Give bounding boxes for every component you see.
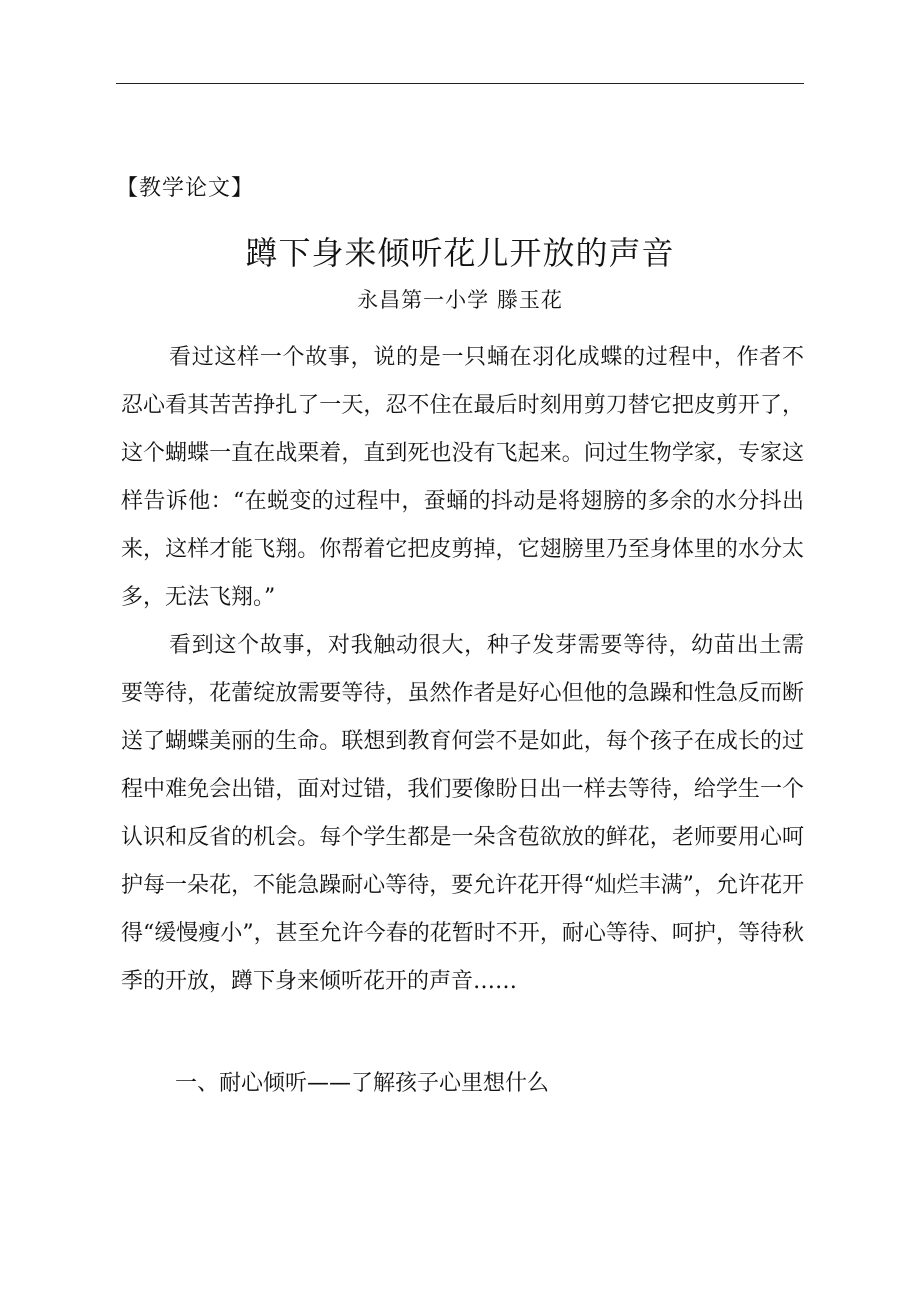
- section-heading: 一、耐心倾听——了解孩子心里想什么: [175, 1071, 550, 1096]
- author-line: 永昌第一小学 滕玉花: [357, 288, 563, 312]
- paragraph-1: 看过这样一个故事，说的是一只蛹在羽化成蝶的过程中，作者不忍心看其苦苦挣扎了一天，忍不住在最后时刻用剪刀替它把皮剪开了，这个蝴蝶一直在战栗着，直到死也没有飞起来。问过生物学家，专家这样告诉他：“在蜕变的过程中，蚕蛹的抖动是将翅膀的多余的水分抖出来，这样才能飞翔。你帮着它把皮剪掉，它翅膀里乃至身体里的水分太多，无法飞翔。”: [121, 345, 804, 610]
- paragraph-2: 看到这个故事，对我触动很大，种子发芽需要等待，幼苗出土需要等待，花蕾绽放需要等待，虽然作者是好心但他的急躁和性急反而断送了蝴蝶美丽的生命。联想到教育何尝不是如此，每个孩子在成长的过程中难免会出错，面对过错，我们要像盼日出一样去等待，给学生一个认识和反省的机会。每个学生都是一朵含苞欲放的鲜花，老师要用心呵护每一朵花，不能急躁耐心等待，要允许花开得“灿烂丰满”，允许花开得“缓慢瘦小”，甚至允许今春的花暂时不开，耐心等待、呵护，等待秋季的开放，蹲下身来倾听花开的声音……: [121, 633, 804, 994]
- article-title: 蹲下身来倾听花儿开放的声音: [245, 234, 675, 272]
- header-rule: [116, 83, 804, 84]
- category-label: 【教学论文】: [116, 176, 255, 201]
